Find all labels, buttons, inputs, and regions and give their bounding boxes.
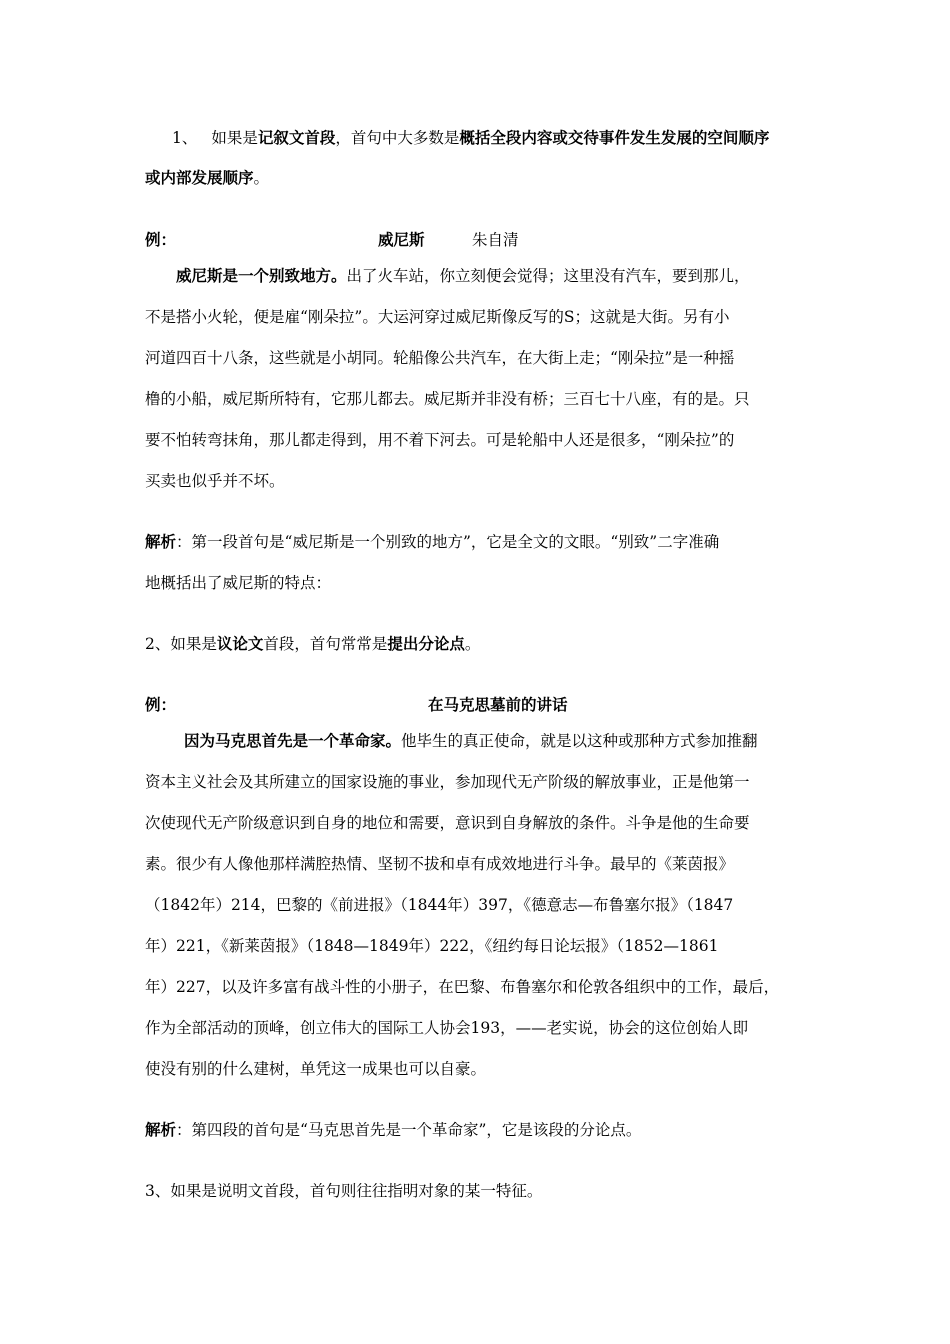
section-1-line-2: 或内部发展顺序。 xyxy=(145,168,270,187)
example-1-author: 朱自清 xyxy=(472,231,519,249)
keyword-narrative-first-paragraph: 记叙文首段 xyxy=(257,128,336,147)
example-1-line-4: 橹的小船，威尼斯所特有，它那儿都去。威尼斯并非没有桥；三百七十八座，有的是。只 xyxy=(145,390,750,408)
example-2-line-9: 使没有别的什么建树，单凭这一成果也可以自豪。 xyxy=(145,1060,487,1078)
analysis-1-label: 解析 xyxy=(145,532,177,551)
section-1-line-1: 1、 如果是记叙文首段，首句中大多数是概括全段内容或交待事件发生发展的空间顺序 xyxy=(172,128,770,147)
example-2-line-6: 年）221，《新莱茵报》（1848—1849年）222，《纽约每日论坛报》（1852—1861 xyxy=(145,937,719,955)
example-2-line-2: 资本主义社会及其所建立的国家设施的事业，参加现代无产阶级的解放事业，正是他第一 xyxy=(145,773,750,791)
example-2-line-8: 作为全部活动的顶峰，创立伟大的国际工人协会193，——老实说，协会的这位创始人即 xyxy=(145,1019,749,1037)
example-1-lead-sentence: 威尼斯是一个别致地方。 xyxy=(176,266,347,285)
example-2-line-3: 次使现代无产阶级意识到自身的地位和需要，意识到自身解放的条件。斗争是他的生命要 xyxy=(145,814,750,832)
example-1-line-5: 要不怕转弯抹角，那儿都走得到，用不着下河去。可是轮船中人还是很多，“刚朵拉”的 xyxy=(145,431,735,449)
section-1-number: 1、 xyxy=(172,129,198,147)
keyword-argumentative: 议论文 xyxy=(216,634,264,653)
example-2-lead-sentence: 因为马克思首先是一个革命家。 xyxy=(184,731,402,750)
example-2-line-1: 因为马克思首先是一个革命家。他毕生的真正使命，就是以这种或那种方式参加推翻 xyxy=(184,731,758,750)
example-2-line-7: 年）227，以及许多富有战斗性的小册子，在巴黎、布鲁塞尔和伦敦各组织中的工作，最后， xyxy=(145,978,780,996)
keyword-summary: 概括全段内容或交待事件发生发展的空间顺序 xyxy=(459,128,770,147)
example-1-line-2: 不是搭小火轮，便是雇“刚朵拉”。大运河穿过威尼斯像反写的S；这就是大街。另有小 xyxy=(145,308,730,326)
example-2-line-5: （1842年）214，巴黎的《前进报》（1844年）397，《德意志—布鲁塞尔报》（1847 xyxy=(145,896,734,914)
section-2-line: 2、如果是议论文首段，首句常常是提出分论点。 xyxy=(145,634,481,653)
section-3-line: 3、如果是说明文首段，首句则往往指明对象的某一特征。 xyxy=(145,1182,543,1200)
example-1-line-3: 河道四百十八条，这些就是小胡同。轮船像公共汽车，在大街上走；“刚朵拉”是一种摇 xyxy=(145,349,735,367)
example-2-title: 在马克思墓前的讲话 xyxy=(428,695,568,714)
example-2-line-4: 素。很少有人像他那样满腔热情、坚韧不拔和卓有成效地进行斗争。最早的《莱茵报》 xyxy=(145,855,735,873)
analysis-2-line-1: 解析：第四段的首句是“马克思首先是一个革命家”，它是该段的分论点。 xyxy=(145,1120,642,1139)
example-1-line-1: 威尼斯是一个别致地方。出了火车站，你立刻便会觉得；这里没有汽车，要到那儿， xyxy=(176,266,750,285)
example-2-label: 例： xyxy=(145,695,177,714)
analysis-2-label: 解析 xyxy=(145,1120,177,1139)
analysis-1-line-2: 地概括出了威尼斯的特点： xyxy=(145,574,332,592)
example-1-title: 威尼斯 xyxy=(378,230,425,249)
example-1-label: 例： xyxy=(145,230,177,249)
example-1-line-6: 买卖也似乎并不坏。 xyxy=(145,472,285,490)
analysis-1-line-1: 解析：第一段首句是“威尼斯是一个别致的地方”，它是全文的文眼。“别致”二字准确 xyxy=(145,532,720,551)
keyword-sub-argument: 提出分论点 xyxy=(387,634,465,653)
